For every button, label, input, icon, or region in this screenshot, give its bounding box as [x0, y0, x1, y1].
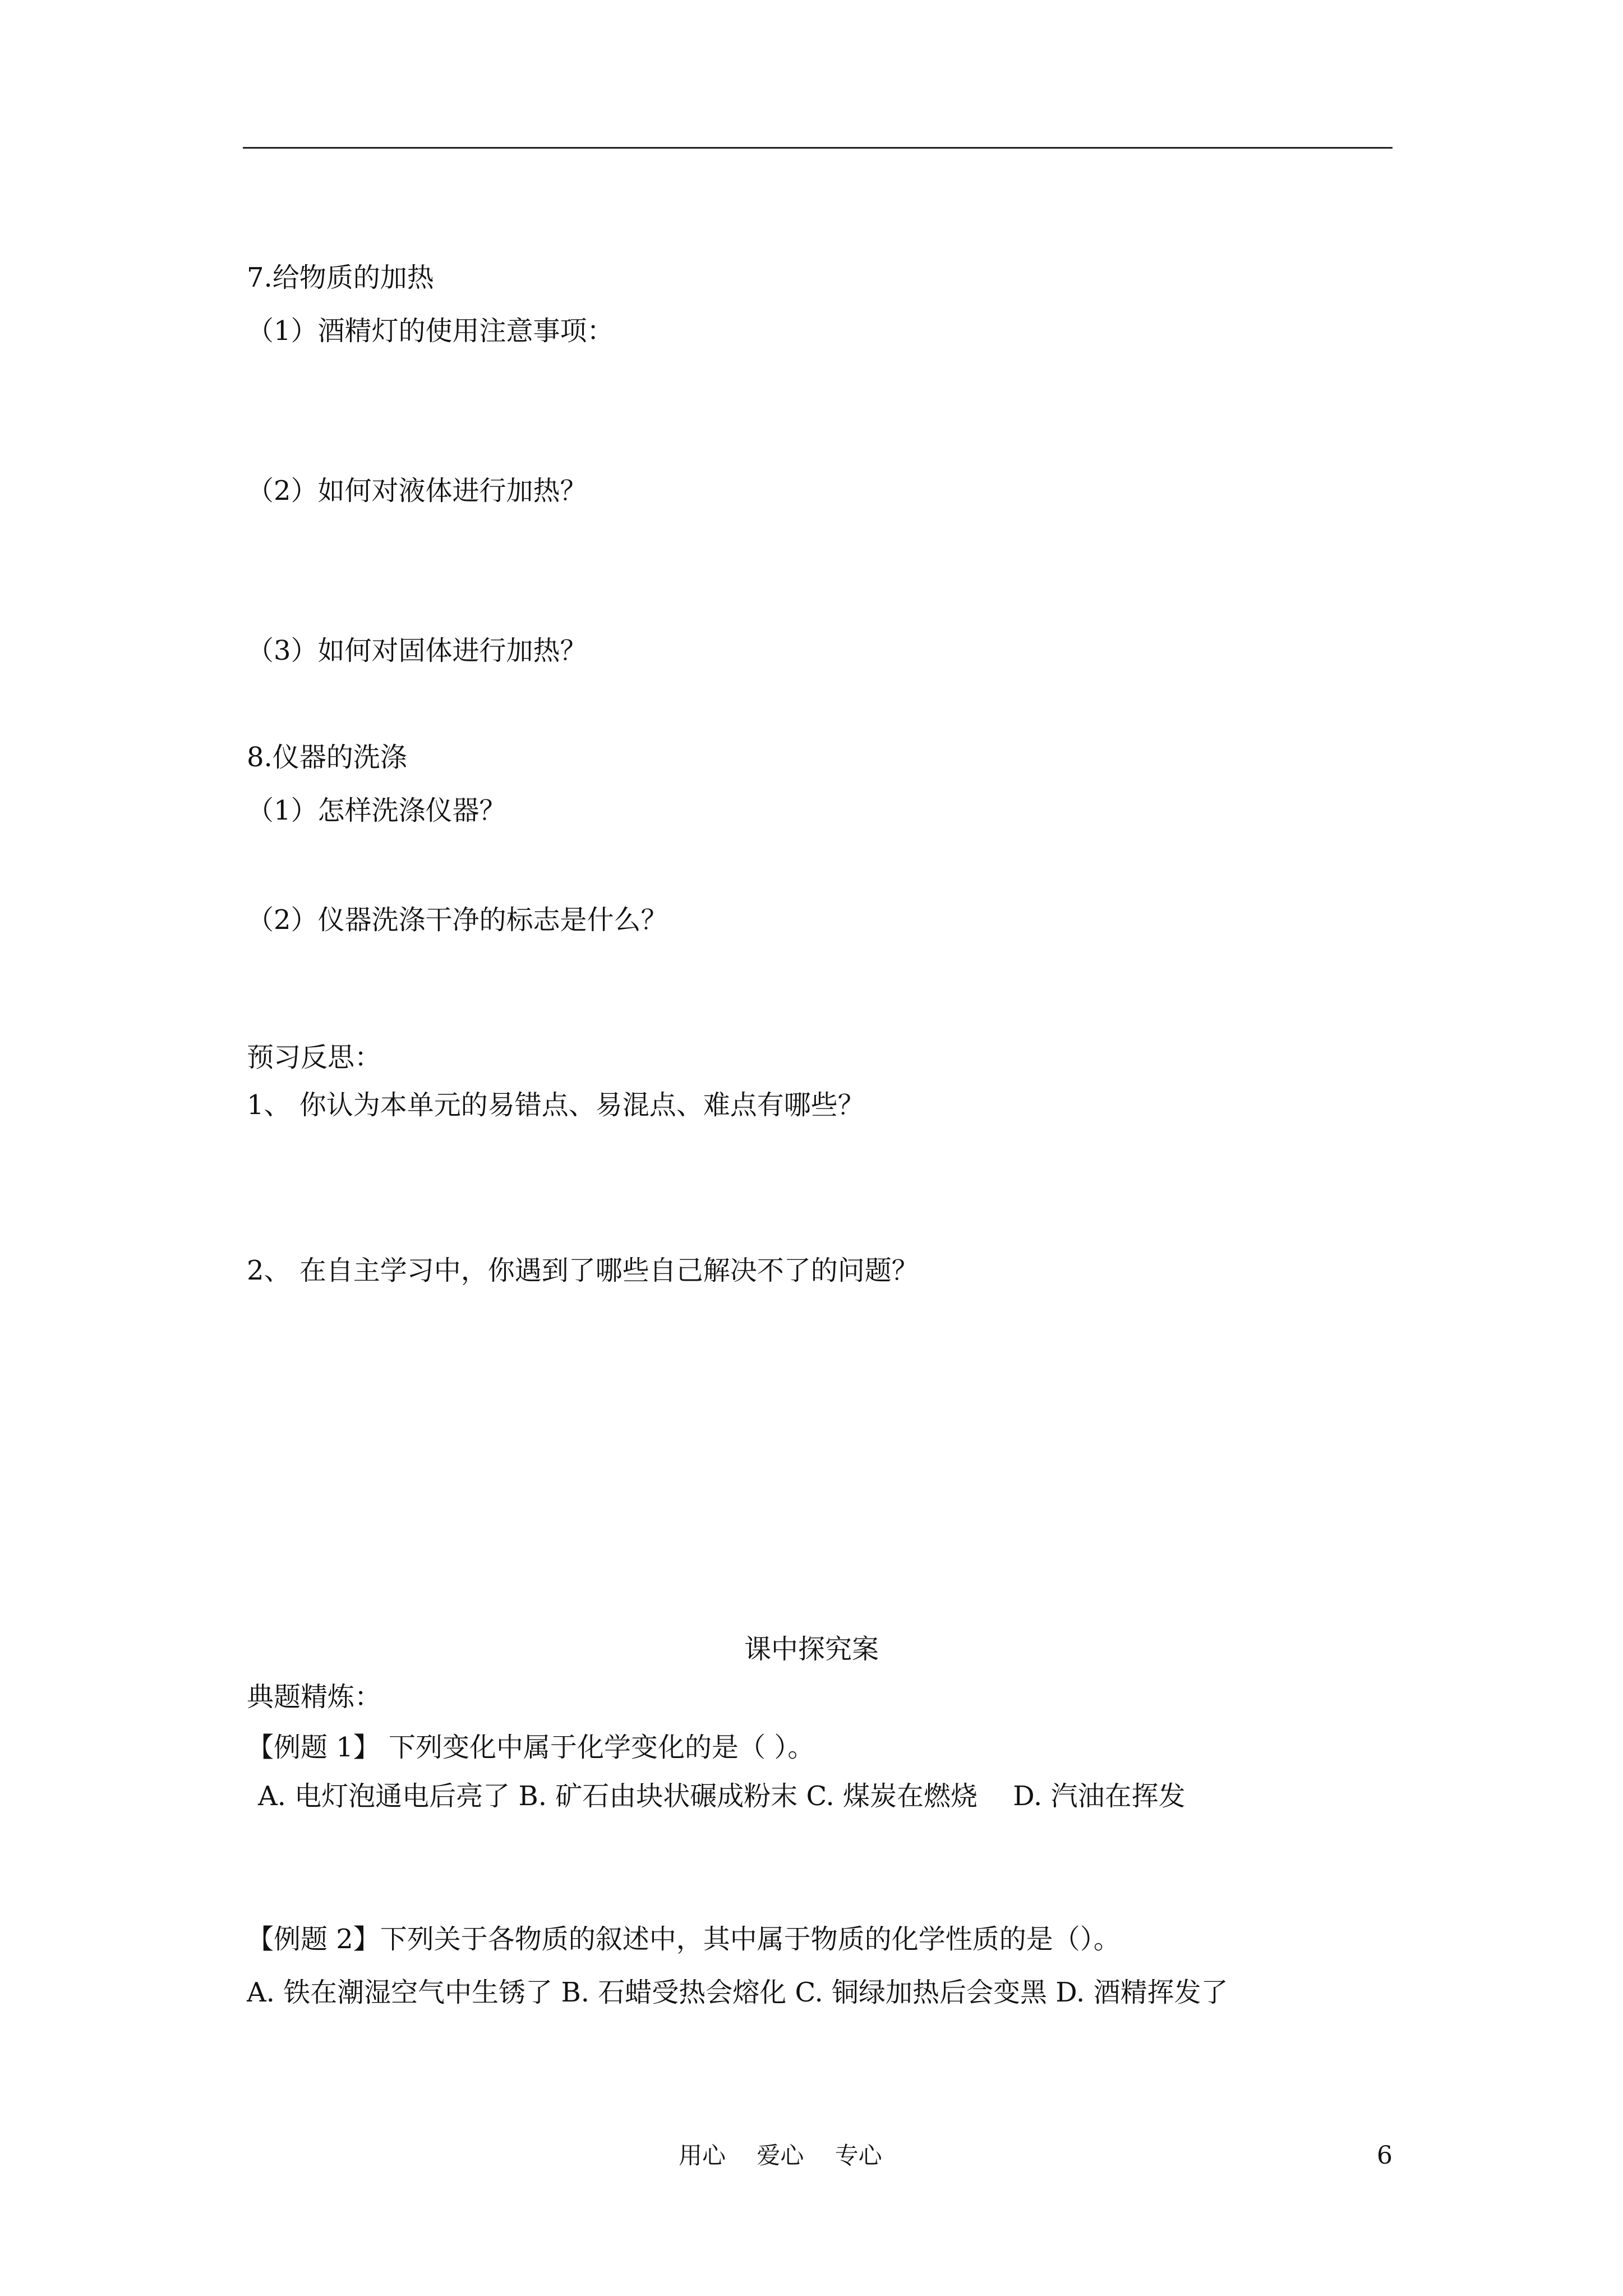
- header-rule: [243, 147, 1393, 149]
- reflection-question-2: 2、 在自主学习中，你遇到了哪些自己解决不了的问题？: [247, 1255, 919, 1286]
- section-8-question-2: （2）仪器洗涤干净的标志是什么？: [247, 904, 668, 936]
- section-7-question-2: （2）如何对液体进行加热？: [247, 475, 587, 507]
- section-7-question-3: （3）如何对固体进行加热？: [247, 635, 587, 666]
- section-7-title: 7.给物质的加热: [247, 262, 434, 293]
- section-7-question-1: （1）酒精灯的使用注意事项：: [247, 315, 614, 347]
- section-8-title: 8.仪器的洗涤: [247, 742, 407, 773]
- reflection-title: 预习反思：: [247, 1042, 382, 1073]
- section-8-question-1: （1）怎样洗涤仪器？: [247, 795, 506, 826]
- example-2-question: 【例题 2】下列关于各物质的叙述中，其中属于物质的化学性质的是（）。: [247, 1924, 1121, 1955]
- inquiry-subheading: 典题精炼：: [247, 1681, 382, 1713]
- page-number: 6: [1377, 2141, 1393, 2170]
- reflection-question-1: 1、 你认为本单元的易错点、易混点、难点有哪些？: [247, 1089, 865, 1121]
- inquiry-heading: 课中探究案: [744, 1634, 879, 1665]
- example-2-options: A. 铁在潮湿空气中生锈了 B. 石蜡受热会熔化 C. 铜绿加热后会变黑 D. 酒精挥发了: [247, 1977, 1228, 2008]
- footer-motto: 用心 爱心 专心: [679, 2142, 882, 2169]
- example-1-options: A. 电灯泡通电后亮了 B. 矿石由块状碾成粉末 C. 煤炭在燃烧 D. 汽油在挥发: [258, 1780, 1186, 1812]
- example-1-question: 【例题 1】 下列变化中属于化学变化的是（ ）。: [247, 1732, 815, 1763]
